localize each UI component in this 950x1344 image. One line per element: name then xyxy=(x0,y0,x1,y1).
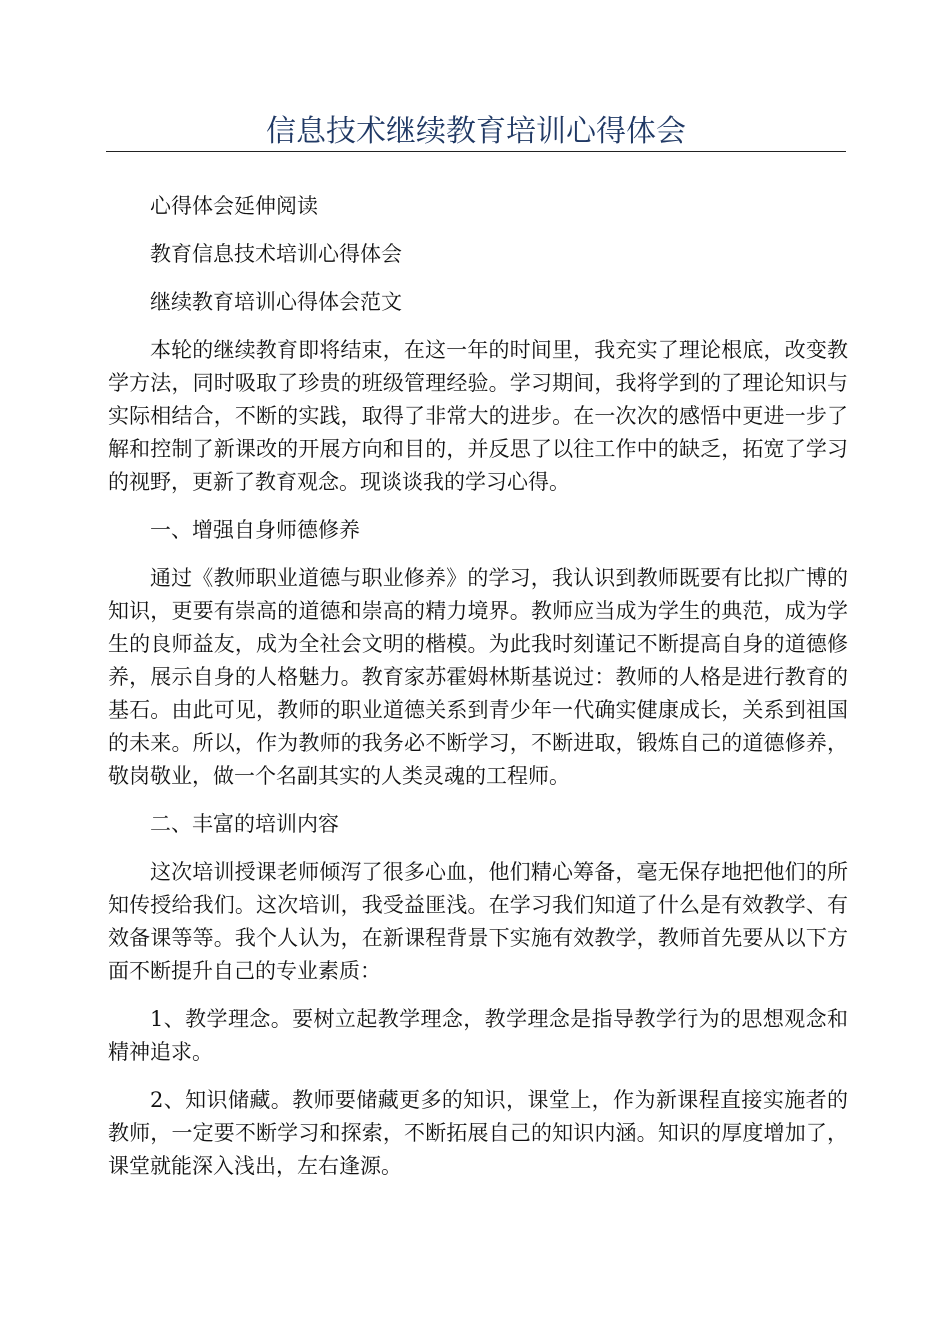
related-link-2[interactable]: 继续教育培训心得体会范文 xyxy=(150,290,402,314)
paragraph-intro: 本轮的继续教育即将结束，在这一年的时间里，我充实了理论根底，改变教学方法，同时吸取了珍贵的班级管理经验。学习期间，我将学到的了理论知识与实际相结合，不断的实践，取得了非常大的进步。在一次次的感悟中更进一步了解和控制了新课改的开展方向和目的，并反思了以往工作中的缺乏，拓宽了学习的视野，更新了教育观念。现谈谈我的学习心得。 xyxy=(108,338,848,494)
paragraph-ethics: 通过《教师职业道德与职业修养》的学习，我认识到教师既要有比拟广博的知识，更要有崇高的道德和崇高的精力境界。教师应当成为学生的典范，成为学生的良师益友，成为全社会文明的楷模。为此我时刻谨记不断提高自身的道德修养，展示自身的人格魅力。教育家苏霍姆林斯基说过：教师的人格是进行教育的基石。由此可见，教师的职业道德关系到青少年一代确实健康成长，关系到祖国的未来。所以，作为教师的我务必不断学习，不断进取，锻炼自己的道德修养，敬岗敬业，做一个名副其实的人类灵魂的工程师。 xyxy=(108,566,848,788)
section-heading-1: 一、增强自身师德修养 xyxy=(150,518,360,542)
paragraph-point-2: 2、知识储藏。教师要储藏更多的知识，课堂上，作为新课程直接实施者的教师，一定要不断学习和探索，不断拓展自己的知识内涵。知识的厚度增加了，课堂就能深入浅出，左右逢源。 xyxy=(108,1088,848,1178)
document-body xyxy=(108,190,848,1198)
paragraph-point-1: 1、教学理念。要树立起教学理念，教学理念是指导教学行为的思想观念和精神追求。 xyxy=(108,1007,848,1064)
related-link-1[interactable]: 教育信息技术培训心得体会 xyxy=(150,242,402,266)
related-reading-heading: 心得体会延伸阅读 xyxy=(150,194,318,218)
paragraph-training: 这次培训授课老师倾泻了很多心血，他们精心筹备，毫无保存地把他们的所知传授给我们。这次培训，我受益匪浅。在学习我们知道了什么是有效教学、有效备课等等。我个人认为，在新课程背景下实施有效教学，教师首先要从以下方面不断提升自己的专业素质： xyxy=(108,860,848,983)
page-title: 信息技术继续教育培训心得体会 xyxy=(266,114,686,149)
section-heading-2: 二、丰富的培训内容 xyxy=(150,812,339,836)
title-underline xyxy=(106,151,846,152)
